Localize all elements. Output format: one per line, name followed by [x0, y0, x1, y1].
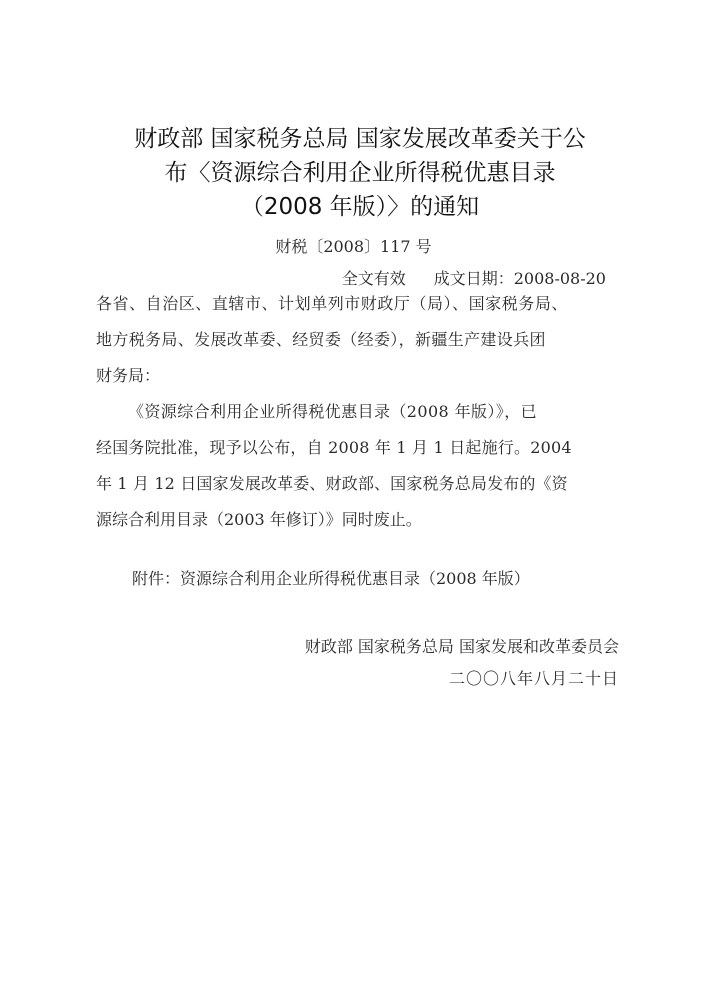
body-line: 源综合利用目录（2003 年修订）》同时废止。 — [96, 510, 422, 529]
title-line-1: 财政部 国家税务总局 国家发展改革委关于公 — [134, 126, 586, 152]
body-line: 各省、自治区、直辖市、计划单列市财政厅（局）、国家税务局、 — [96, 294, 568, 313]
document-number: 财税〔2008〕117 号 — [275, 237, 432, 256]
document-meta — [342, 266, 606, 289]
title-line-3: （2008 年版）〉的通知 — [240, 194, 480, 220]
body-line: 经国务院批准，现予以公布，自 2008 年 1 月 1 日起施行。2004 — [96, 438, 572, 457]
attachment-note: 附件：资源综合利用企业所得税优惠目录（2008 年版） — [132, 569, 530, 588]
body-line: 《资源综合利用企业所得税优惠目录（2008 年版）》，已 — [128, 402, 538, 421]
validity-status: 全文有效 — [341, 269, 406, 288]
title-line-2: 布〈资源综合利用企业所得税优惠目录 — [164, 160, 556, 186]
body-line: 财务局： — [96, 366, 161, 385]
issue-date: 成文日期：2008-08-20 — [433, 269, 606, 288]
signatories: 财政部 国家税务总局 国家发展和改革委员会 — [304, 637, 619, 656]
body-line: 年 1 月 12 日国家发展改革委、财政部、国家税务总局发布的《资 — [96, 474, 568, 493]
body-line: 地方税务局、发展改革委、经贸委（经委），新疆生产建设兵团 — [96, 330, 546, 349]
signing-date: 二〇〇八年八月二十日 — [448, 669, 619, 688]
